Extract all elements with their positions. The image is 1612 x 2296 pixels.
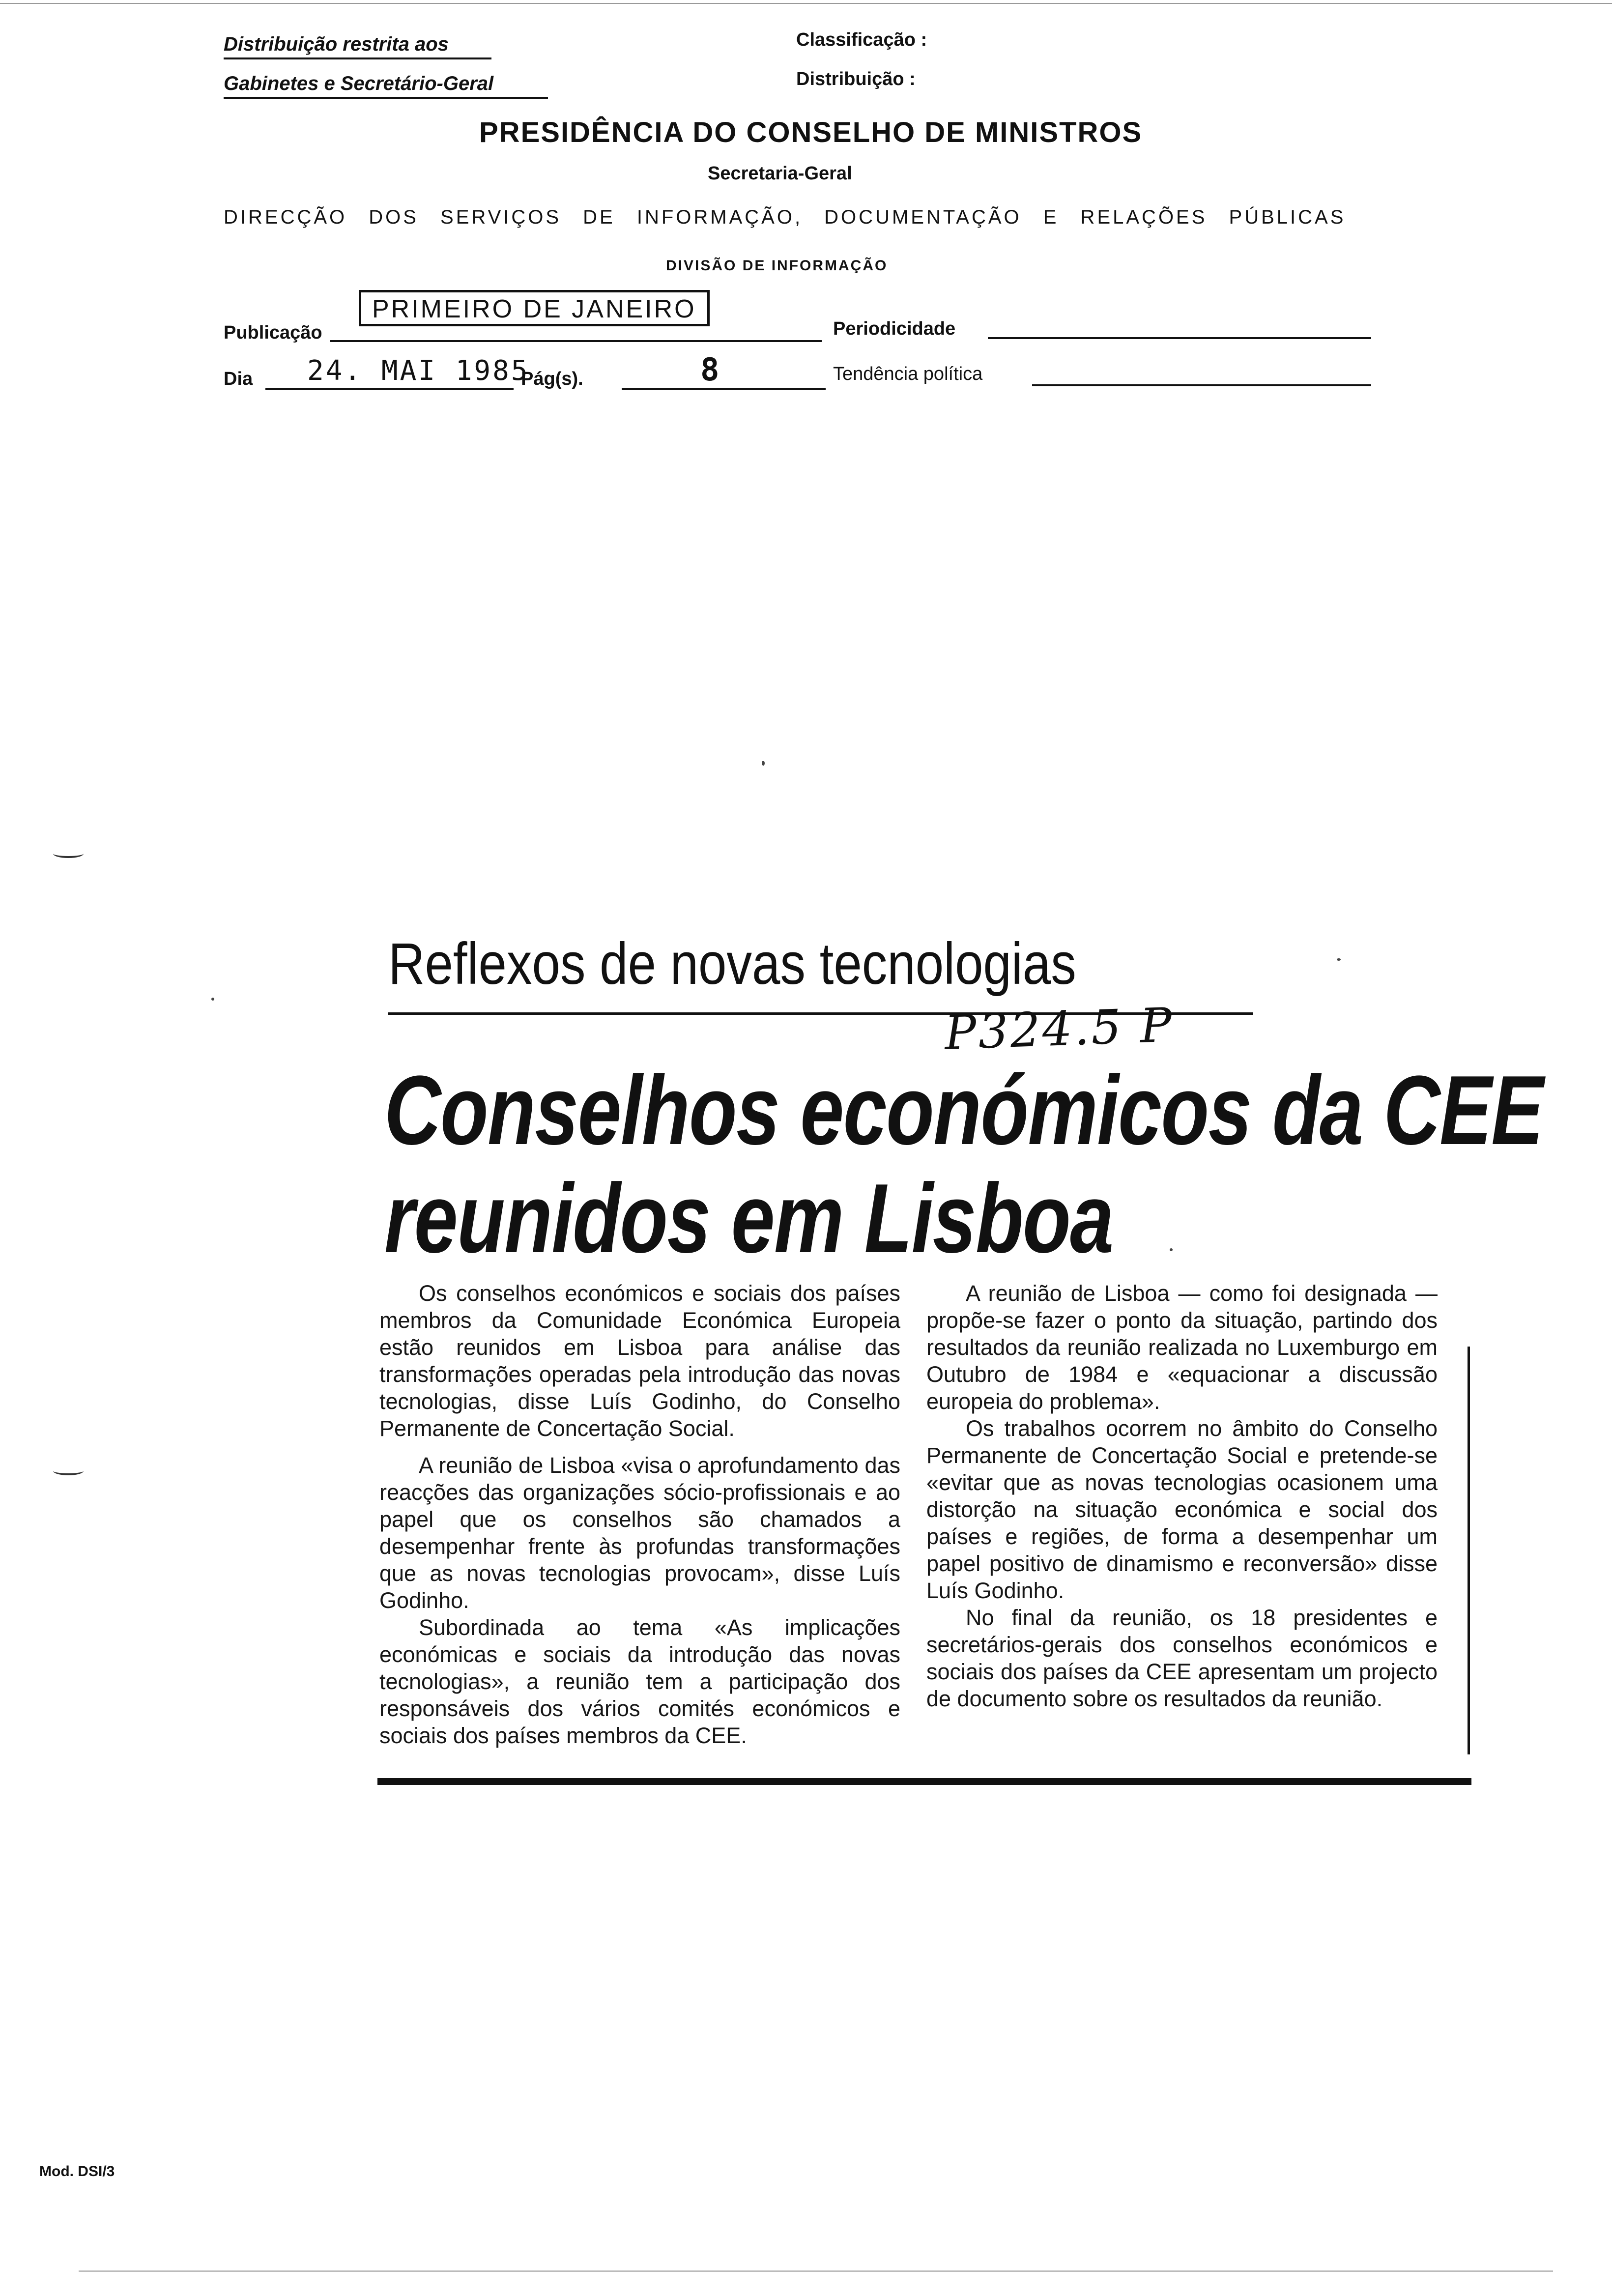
right-paragraph: No final da reunião, os 18 presidentes e secretários-gerais dos conselhos económicos e sociais dos países da CEE apresentam um projecto de documento sobre os resultados da reunião.	[926, 1605, 1438, 1711]
scan-speck	[1337, 958, 1341, 961]
classification-label: Classificação :	[796, 29, 927, 50]
periodicity-fill-line	[988, 337, 1371, 339]
day-value: 24. MAI 1985	[307, 355, 530, 387]
pages-value: 8	[700, 352, 721, 388]
scan-speck	[1170, 1248, 1173, 1251]
scan-speck	[211, 998, 214, 1001]
scan-edge-bottom	[79, 2270, 1553, 2272]
article-kicker: Reflexos de novas tecnologias	[388, 931, 1076, 997]
left-paragraph: A reunião de Lisboa «visa o aprofundamento das reacções das organizações sócio-profissionais e ao papel que os conselhos são chamados a desempenhar frente às profundas transformações que as novas tecnologias provocam», disse Luís Godinho.	[379, 1453, 900, 1613]
restricted-distribution-line1: Distribuição restrita aos	[224, 33, 491, 59]
left-paragraph: Subordinada ao tema «As implicações económicas e sociais da introdução das novas tecnologias», a reunião tem a participação dos responsáveis dos vários comités económicos e sociais dos países membros da CEE.	[379, 1615, 900, 1748]
publication-stamp: PRIMEIRO DE JANEIRO	[359, 290, 710, 326]
scan-mark-left-1	[53, 849, 84, 858]
pages-fill-line	[622, 388, 826, 390]
tendency-fill-line	[1032, 384, 1371, 386]
periodicity-label: Periodicidade	[833, 318, 956, 339]
headline-line2: reunidos em Lisboa	[384, 1164, 1113, 1273]
distribution-label: Distribuição :	[796, 69, 916, 89]
scan-mark-left-2	[53, 1466, 84, 1475]
left-paragraph: Os conselhos económicos e sociais dos países membros da Comunidade Económica Europeia estão reunidos em Lisboa para análise das transformações operadas pela introdução das novas tecnologias, disse Luís Godinho, do Conselho Permanente de Concertação Social.	[379, 1281, 900, 1441]
publication-label: Publicação	[224, 322, 322, 343]
ministry-title: PRESIDÊNCIA DO CONSELHO DE MINISTROS	[479, 116, 1143, 148]
division-title: DIVISÃO DE INFORMAÇÃO	[666, 258, 888, 274]
article-bottom-rule	[377, 1778, 1471, 1785]
pages-label: Pág(s).	[521, 369, 583, 389]
column-right-border	[1468, 1347, 1470, 1754]
article-left-column	[379, 1280, 900, 1749]
article-right-column	[926, 1280, 1438, 1712]
tendency-label: Tendência política	[833, 364, 983, 384]
right-paragraph: A reunião de Lisboa — como foi designada — propõe-se fazer o ponto da situação, partindo dos resultados da reunião realizada no Luxemburgo em Outubro de 1984 e «equacionar a discussão europeia do problema».	[926, 1281, 1438, 1414]
restricted-distribution-line2: Gabinetes e Secretário-Geral	[224, 73, 548, 99]
publication-fill-line	[330, 340, 822, 342]
scan-speck	[762, 761, 765, 766]
form-model-code: Mod. DSI/3	[39, 2163, 115, 2180]
directorate-title: DIRECÇÃO DOS SERVIÇOS DE INFORMAÇÃO, DOCUMENTAÇÃO E RELAÇÕES PÚBLICAS	[224, 206, 1346, 228]
day-label: Dia	[224, 369, 253, 389]
headline-line1: Conselhos económicos da CEE	[384, 1056, 1543, 1165]
secretariat-title: Secretaria-Geral	[708, 163, 852, 184]
handwritten-annotation: P324.5 P	[944, 997, 1175, 1061]
day-fill-line	[265, 388, 514, 390]
right-paragraph: Os trabalhos ocorrem no âmbito do Conselho Permanente de Concertação Social e pretende-se «evitar que as novas tecnologias ocasionem uma distorção na situação económica e social dos países e regiões, de forma a desempenhar um papel positivo de dinamismo e reconversão» disse Luís Godinho.	[926, 1416, 1438, 1603]
scan-edge-top	[0, 3, 1612, 4]
